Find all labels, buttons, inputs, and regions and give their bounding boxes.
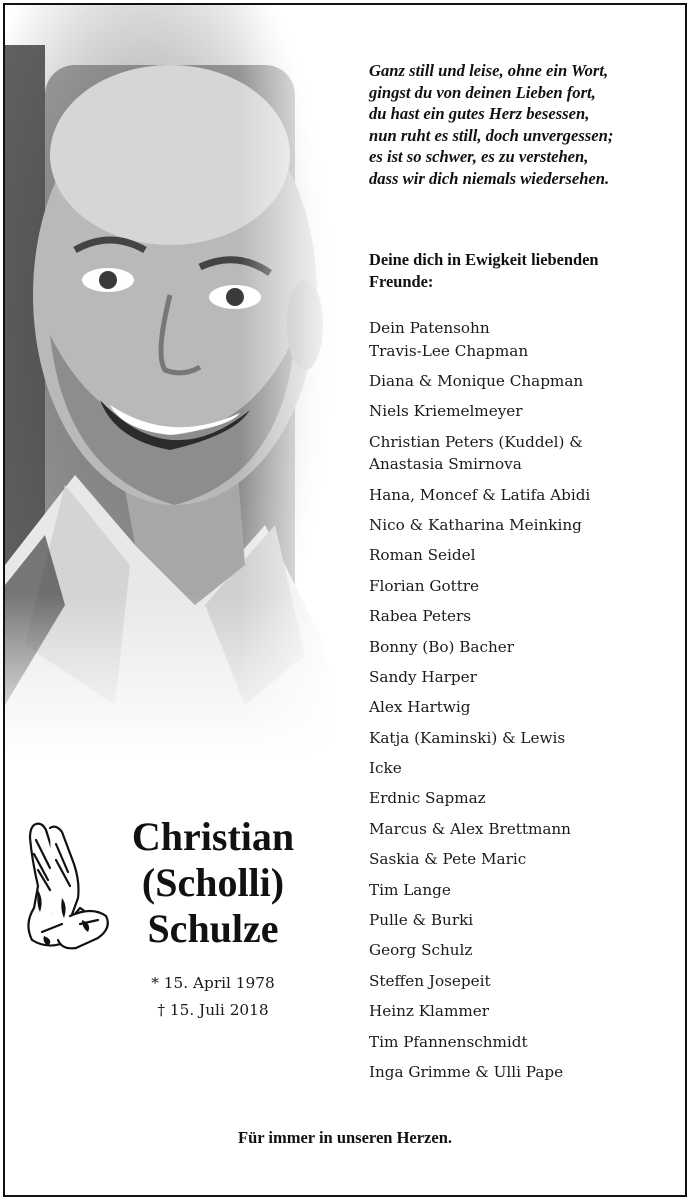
mourner-line: Florian Gottre — [369, 576, 480, 595]
mourner-line: Heinz Klammer — [369, 1002, 490, 1021]
mourner-entry — [369, 787, 674, 810]
mourner-entry — [369, 909, 674, 932]
mourner-line: Roman Seidel — [369, 546, 476, 565]
mourner-entry — [369, 1031, 674, 1054]
praying-hands-icon — [22, 820, 114, 952]
mourner-line: Inga Grimme & Ulli Pape — [369, 1062, 564, 1081]
mourner-line: Steffen Josepeit — [369, 971, 491, 990]
deceased-last-name: Schulze — [147, 906, 279, 951]
mourners-heading — [369, 249, 669, 292]
mourner-line: Georg Schulz — [369, 941, 473, 960]
deceased-name — [113, 814, 313, 952]
mourner-entry — [369, 636, 674, 659]
poem-line: gingst du von deinen Lieben fort, — [369, 82, 596, 102]
mourner-line: Nico & Katharina Meinking — [369, 515, 582, 534]
mourner-line: Marcus & Alex Brettmann — [369, 819, 571, 838]
mourner-entry — [369, 1061, 674, 1084]
mourner-line: Anastasia Smirnova — [369, 455, 522, 474]
mourner-line: Bonny (Bo) Bacher — [369, 637, 515, 656]
mourner-entry — [369, 879, 674, 902]
closing-line: Für immer in unseren Herzen. — [237, 1128, 453, 1147]
mourner-entry — [369, 431, 674, 476]
poem — [369, 60, 669, 189]
portrait-photo — [5, 5, 340, 760]
mourner-line: Alex Hartwig — [369, 698, 471, 717]
mourner-line: Travis-Lee Chapman — [369, 341, 529, 360]
heading-line: Freunde: — [369, 271, 434, 291]
mourner-entry — [369, 939, 674, 962]
mourner-entry — [369, 970, 674, 993]
mourner-line: Hana, Moncef & Latifa Abidi — [369, 485, 591, 504]
mourner-entry — [369, 317, 674, 362]
heading-line: Deine dich in Ewigkeit liebenden — [369, 250, 599, 269]
mourner-line: Tim Pfannenschmidt — [369, 1032, 528, 1051]
mourner-entry — [369, 666, 674, 689]
poem-line: dass wir dich niemals wiedersehen. — [369, 168, 610, 188]
birth-date: * 15. April 1978 — [151, 974, 275, 992]
mourner-entry — [369, 514, 674, 537]
poem-line: Ganz still und leise, ohne ein Wort, — [369, 61, 609, 80]
death-date: † 15. Juli 2018 — [157, 1001, 269, 1019]
mourners-list — [369, 317, 674, 1091]
mourner-entry — [369, 1000, 674, 1023]
poem-line: es ist so schwer, es zu verstehen, — [369, 147, 589, 166]
life-dates — [113, 970, 313, 1024]
mourner-entry — [369, 818, 674, 841]
mourner-entry — [369, 727, 674, 750]
deceased-nickname: (Scholli) — [141, 860, 285, 905]
mourner-entry — [369, 370, 674, 393]
mourner-entry — [369, 575, 674, 598]
mourner-line: Icke — [369, 759, 402, 778]
mourner-line: Tim Lange — [369, 880, 451, 899]
mourner-entry — [369, 757, 674, 780]
mourner-line: Rabea Peters — [369, 607, 472, 626]
poem-line: nun ruht es still, doch unvergessen; — [369, 125, 614, 145]
mourner-line: Dein Patensohn — [369, 319, 490, 337]
mourner-line: Diana & Monique Chapman — [369, 371, 584, 390]
mourner-line: Katja (Kaminski) & Lewis — [369, 728, 566, 747]
mourner-entry — [369, 696, 674, 719]
mourner-entry — [369, 400, 674, 423]
poem-line: du hast ein gutes Herz besessen, — [369, 104, 590, 123]
mourner-entry — [369, 544, 674, 567]
mourner-line: Erdnic Sapmaz — [369, 789, 486, 808]
mourner-line: Christian Peters (Kuddel) & — [369, 432, 583, 451]
mourner-entry — [369, 484, 674, 507]
mourner-line: Pulle & Burki — [369, 911, 474, 930]
deceased-first-name: Christian — [131, 814, 295, 859]
mourner-line: Sandy Harper — [369, 667, 477, 686]
mourner-entry — [369, 848, 674, 871]
mourner-line: Saskia & Pete Maric — [369, 850, 527, 869]
mourner-line: Niels Kriemelmeyer — [369, 402, 523, 421]
mourner-entry — [369, 605, 674, 628]
